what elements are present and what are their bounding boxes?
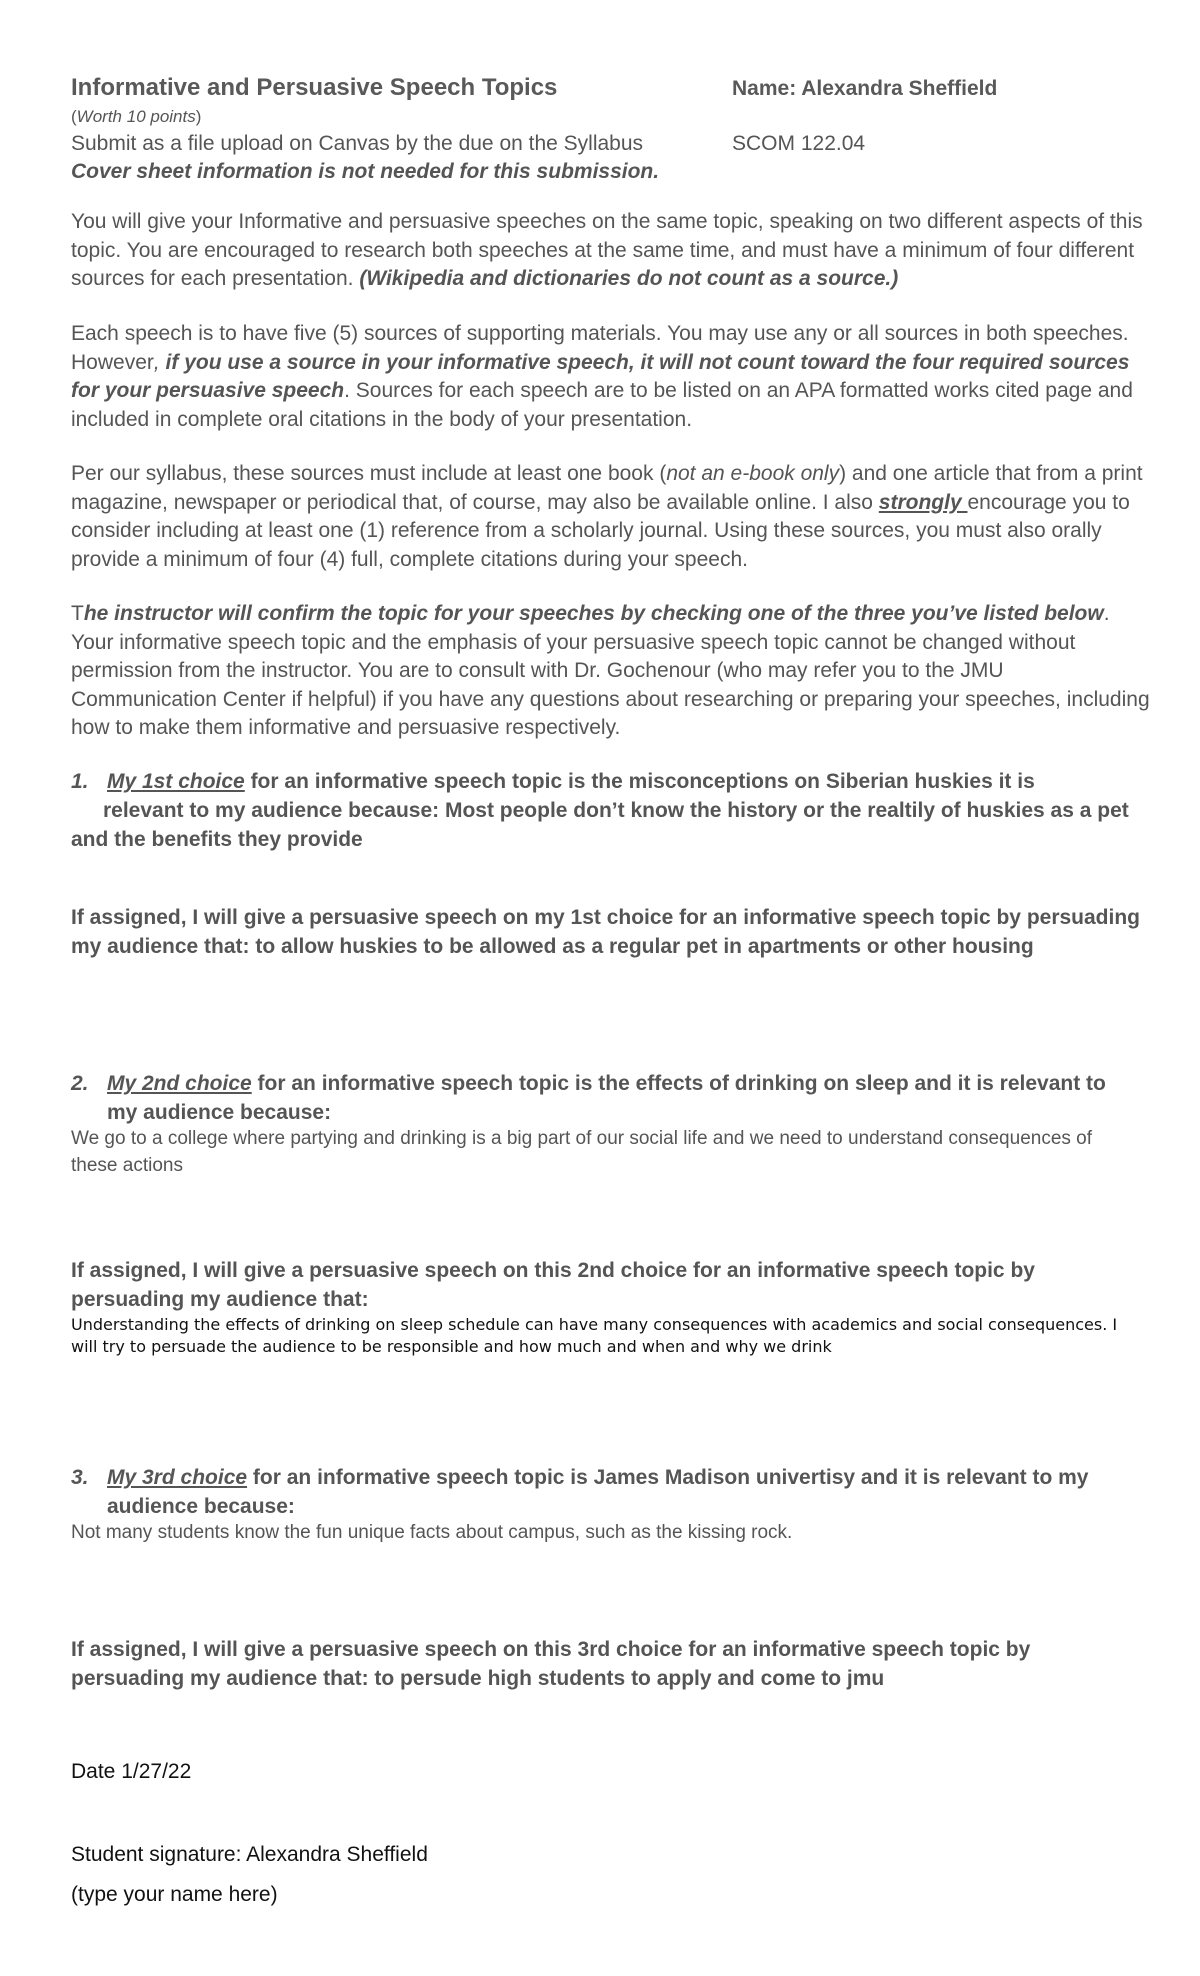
choice-2-persuasive: If assigned, I will give a persuasive speech on this 2nd choice for an informative speech topic by persuading my audience that: bbox=[71, 1259, 1035, 1311]
page-title: Informative and Persuasive Speech Topics bbox=[71, 74, 558, 101]
intro-paragraph-1: You will give your Informative and persuasive speeches on the same topic, speaking on two different aspects of this topic. You are encouraged to research both speeches at the same time, and must have a minimum of four different sources for each presentation. (Wikipedia and dictionaries do not count as a source.) bbox=[71, 210, 1143, 290]
choice-1-label: My 1st choice bbox=[107, 770, 245, 793]
choice-2-answer: We go to a college where partying and drinking is a big part of our social life and we need to understand consequences of these actions bbox=[71, 1128, 1093, 1176]
signature-line: Student signature: Alexandra Sheffield bbox=[71, 1843, 428, 1866]
choice-2-persuasive-answer: Understanding the effects of drinking on sleep schedule can have many consequences with academics and social consequences. I will try to persuade the audience to be responsible and how much and when and why we drink bbox=[71, 1315, 1118, 1356]
intro-paragraph-2: Each speech is to have five (5) sources of supporting materials. You may use any or all sources in both speeches. However, if you use a source in your informative speech, it will not count toward the four required sources for your persuasive speech. Sources for each speech are to be listed on an APA formatted works cited page and included in complete oral citations in the body of your presentation. bbox=[71, 322, 1133, 431]
submit-instructions: Submit as a file upload on Canvas by the due on the Syllabus bbox=[71, 132, 644, 155]
cover-note: Cover sheet information is not needed for this submission. bbox=[71, 160, 660, 183]
intro-paragraph-3: Per our syllabus, these sources must include at least one book (not an e-book only) and one article that from a print magazine, newspaper or periodical that, of course, may also be available online. I also strongly encourage you to consider including at least one (1) reference from a scholarly journal. Using these sources, you must also orally provide a minimum of four (4) full, complete citations during your speech. bbox=[71, 462, 1143, 571]
signature-hint: (type your name here) bbox=[71, 1883, 278, 1906]
choice-3-prompt: 3. My 3rd choice for an informative speech topic is James Madison univertisy and it is relevant to my audience because: bbox=[71, 1466, 1089, 1518]
course-code: SCOM 122.04 bbox=[732, 132, 866, 155]
choice-1-prompt: 1. My 1st choice for an informative speech topic is the misconceptions on Siberian huskies it is relevant to my audience because: Most people don’t know the history or the realtily of huskies as a pet and the benefits they provide bbox=[71, 770, 1129, 851]
choice-2-label: My 2nd choice bbox=[107, 1072, 252, 1095]
date-line: Date 1/27/22 bbox=[71, 1760, 192, 1783]
choice-1-persuasive: If assigned, I will give a persuasive speech on my 1st choice for an informative speech topic by persuading my audience that: to allow huskies to be allowed as a regular pet in apartments or other housing bbox=[71, 906, 1141, 958]
choice-3-answer: Not many students know the fun unique facts about campus, such as the kissing rock. bbox=[71, 1522, 793, 1543]
choice-2-prompt: 2. My 2nd choice for an informative speech topic is the effects of drinking on sleep and it is relevant to my audience because: bbox=[71, 1072, 1106, 1124]
choice-3-persuasive: If assigned, I will give a persuasive speech on this 3rd choice for an informative speech topic by persuading my audience that: to persude high students to apply and come to jmu bbox=[71, 1638, 1031, 1690]
intro-paragraph-4: The instructor will confirm the topic for your speeches by checking one of the three you’ve listed below. Your informative speech topic and the emphasis of your persuasive speech topic cannot be changed without permission from the instructor. You are to consult with Dr. Gochenour (who may refer you to the JMU Communication Center if helpful) if you have any questions about researching or preparing your speeches, including how to make them informative and persuasive respectively. bbox=[71, 602, 1150, 739]
worth-note: (Worth 10 points) bbox=[71, 107, 202, 126]
choice-3-label: My 3rd choice bbox=[107, 1466, 248, 1489]
student-name: Name: Alexandra Sheffield bbox=[732, 77, 998, 100]
